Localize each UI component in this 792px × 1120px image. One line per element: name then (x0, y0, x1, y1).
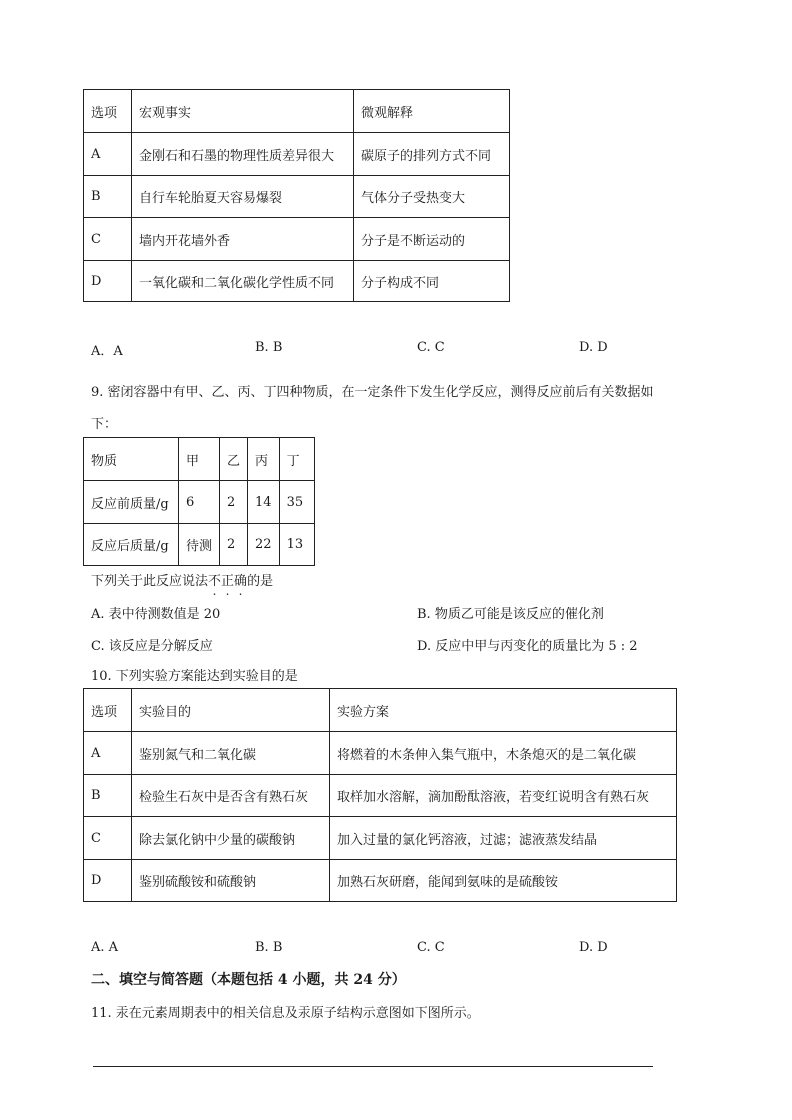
q9-cell: 2 (220, 524, 248, 566)
q10-option-d[interactable]: D. D (579, 940, 608, 955)
q9-option-d[interactable]: D. 反应中甲与丙变化的质量比为 5 : 2 (417, 639, 638, 654)
q8-option-c[interactable]: C. C (417, 340, 445, 355)
q10-stem: 10. 下列实验方案能达到实验目的是 (91, 669, 298, 684)
q10-cell: 鉴别氮气和二氧化碳 (132, 732, 330, 775)
q10-option-b[interactable]: B. B (255, 940, 283, 955)
q9-header: 丙 (248, 438, 280, 481)
footer-divider (93, 1066, 653, 1067)
q10-cell: 检验生石灰中是否含有熟石灰 (132, 775, 330, 817)
q10-cell: 取样加水溶解，滴加酚酞溶液，若变红说明含有熟石灰 (330, 775, 677, 817)
q8-cell: 气体分子受热变大 (354, 176, 510, 218)
q9-header: 丁 (279, 438, 314, 481)
q8-header-fact: 宏观事实 (132, 90, 354, 133)
q10-cell: C (84, 817, 132, 860)
q9-question (91, 570, 273, 589)
q8-cell: 分子构成不同 (354, 261, 510, 302)
emphasis-char: 不 (208, 574, 222, 589)
q9-stem-line1: 9. 密闭容器中有甲、乙、丙、丁四种物质，在一定条件下发生化学反应，测得反应前后有关数据如 (91, 385, 654, 400)
q8-table (83, 89, 510, 302)
section2-title: 二、填空与简答题（本题包括 4 小题，共 24 分） (91, 972, 406, 988)
q8-cell: A (84, 133, 132, 176)
q10-header: 实验目的 (132, 689, 330, 732)
q8-cell: D (84, 261, 132, 302)
q10-cell: 除去氯化钠中少量的碳酸钠 (132, 817, 330, 860)
q8-cell: 一氧化碳和二氧化碳化学性质不同 (132, 261, 354, 302)
q9-cell: 14 (248, 481, 280, 524)
q8-cell: 碳原子的排列方式不同 (354, 133, 510, 176)
q8-cell: 金刚石和石墨的物理性质差异很大 (132, 133, 354, 176)
q9-question-emphasis (208, 574, 247, 589)
q9-cell: 6 (179, 481, 220, 524)
q8-option-a[interactable]: A．A (91, 344, 123, 359)
q10-cell: A (84, 732, 132, 775)
q9-cell: 22 (248, 524, 280, 566)
q10-cell: 加入过量的氯化钙溶液，过滤；滤液蒸发结晶 (330, 817, 677, 860)
q9-table (83, 437, 315, 566)
q10-option-a[interactable]: A. A (91, 940, 119, 955)
q9-option-b[interactable]: B. 物质乙可能是该反应的催化剂 (417, 607, 604, 622)
q8-cell: 分子是不断运动的 (354, 218, 510, 261)
q10-cell: D (84, 860, 132, 902)
q9-header: 甲 (179, 438, 220, 481)
q9-option-c[interactable]: C. 该反应是分解反应 (91, 639, 213, 654)
q8-header-explanation: 微观解释 (354, 90, 510, 133)
q8-cell: B (84, 176, 132, 218)
q9-option-a[interactable]: A. 表中待测数值是 20 (91, 607, 221, 622)
q9-cell: 待测 (179, 524, 220, 566)
q10-cell: B (84, 775, 132, 817)
q9-question-after: 的是 (247, 574, 274, 589)
q8-header-option: 选项 (84, 90, 132, 133)
q8-cell: 墙内开花墙外香 (132, 218, 354, 261)
q9-header: 乙 (220, 438, 248, 481)
q9-cell: 2 (220, 481, 248, 524)
q10-table (83, 688, 677, 902)
q8-option-b[interactable]: B. B (255, 340, 283, 355)
q8-cell: C (84, 218, 132, 261)
q10-option-c[interactable]: C. C (417, 940, 445, 955)
q9-stem-line2: 下： (91, 417, 118, 432)
emphasis-char: 确 (234, 574, 248, 589)
q8-option-d[interactable]: D. D (579, 340, 608, 355)
emphasis-char: 正 (221, 574, 235, 589)
q9-question-before: 下列关于此反应说法 (91, 574, 209, 589)
q9-header: 物质 (84, 438, 179, 481)
q10-cell: 鉴别硫酸铵和硫酸钠 (132, 860, 330, 902)
q10-cell: 加熟石灰研磨，能闻到氨味的是硫酸铵 (330, 860, 677, 902)
q10-header: 实验方案 (330, 689, 677, 732)
q10-header: 选项 (84, 689, 132, 732)
q9-cell: 反应前质量/g (84, 481, 179, 524)
q9-cell: 反应后质量/g (84, 524, 179, 566)
q11-stem: 11. 汞在元素周期表中的相关信息及汞原子结构示意图如下图所示。 (91, 1006, 480, 1021)
q10-cell: 将燃着的木条伸入集气瓶中，木条熄灭的是二氧化碳 (330, 732, 677, 775)
q8-cell: 自行车轮胎夏天容易爆裂 (132, 176, 354, 218)
q9-cell: 13 (279, 524, 314, 566)
q9-cell: 35 (279, 481, 314, 524)
